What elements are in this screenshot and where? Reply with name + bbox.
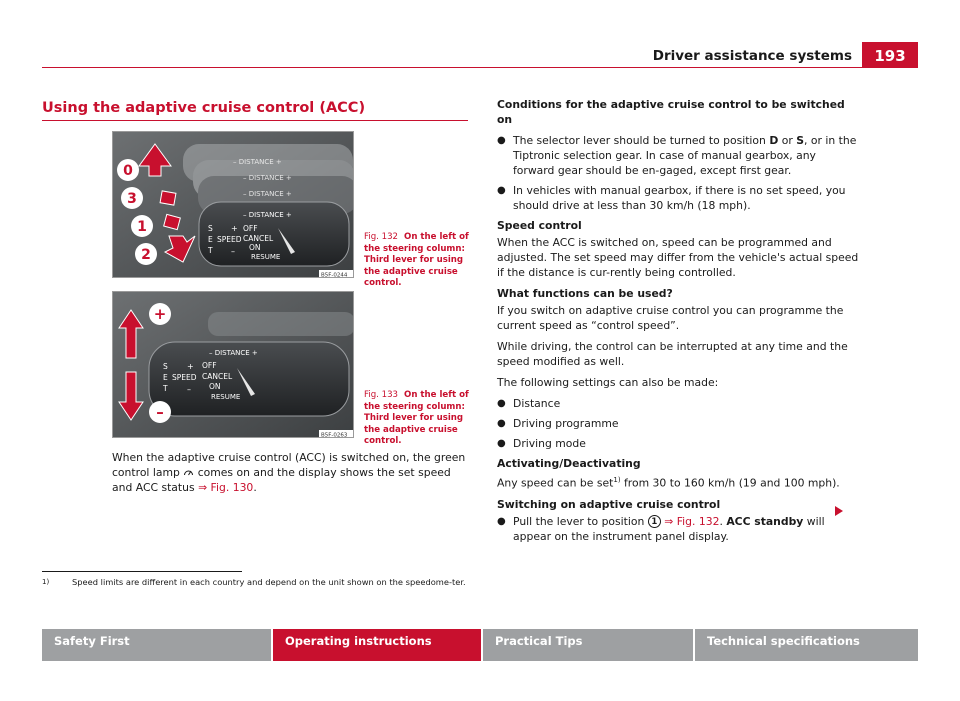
footnote-ref[interactable]: 1) <box>613 476 621 484</box>
figure-code: B5F-0244 <box>321 272 348 278</box>
caption-number: Fig. 132 <box>364 232 399 242</box>
conditions-heading: Conditions for the adaptive cruise control to be switched on <box>497 98 845 126</box>
acc-lever-illustration-133 <box>113 292 354 438</box>
lever-t-label: T <box>163 384 168 393</box>
switch-text-a: Pull the lever to position <box>513 514 645 528</box>
bullet-icon: ● <box>497 398 506 409</box>
cond1-or: or <box>781 134 793 147</box>
footer-nav <box>42 629 918 661</box>
page-number: 193 <box>862 42 918 68</box>
lever-plus-label: + <box>187 362 194 371</box>
activating-text-a: Any speed can be set <box>497 476 614 490</box>
tab-technical-specifications[interactable]: Technical specifications <box>695 629 918 661</box>
header-rule <box>42 67 918 68</box>
caption-number: Fig. 133 <box>364 390 399 400</box>
condition-2: In vehicles with manual gearbox, if there is no set speed, you should drive at less than 30 km/h (18 mph). <box>513 184 846 212</box>
lever-speed-label: SPEED <box>217 235 242 244</box>
lever-off-label: OFF <box>202 361 217 370</box>
acc-intro-paragraph <box>112 450 472 495</box>
continue-arrow-icon <box>835 506 843 516</box>
marker-2: 2 <box>141 247 151 263</box>
figure-133-caption <box>364 390 472 448</box>
footnote-mark: 1) <box>42 578 50 586</box>
figure-132 <box>112 131 354 278</box>
footnote-text: Speed limits are different in each country and depend on the unit shown on the speedome-ter. <box>72 577 466 587</box>
footnote-rule <box>42 571 242 572</box>
lever-e-label: E <box>163 373 168 382</box>
activating-heading: Activating/Deactivating <box>497 457 641 470</box>
settings-intro: The following settings can also be made: <box>497 376 719 389</box>
lever-t-label: T <box>208 246 213 255</box>
intro-text-2: comes on and the display shows the set speed and ACC status <box>112 466 451 494</box>
lever-s-label: S <box>208 224 213 233</box>
bullet-icon: ● <box>497 515 506 527</box>
list-item <box>497 396 859 411</box>
right-column <box>497 97 859 549</box>
lever-minus-label: – <box>187 385 191 394</box>
acc-lever-illustration-132 <box>113 132 354 278</box>
lever-on-label: ON <box>249 243 261 252</box>
switching-heading: Switching on adaptive cruise control <box>497 497 721 511</box>
figure-133 <box>112 291 354 438</box>
marker-1: 1 <box>137 219 147 235</box>
list-item <box>497 416 859 431</box>
lever-distance-label: – DISTANCE + <box>209 349 258 357</box>
caption-text: On the left of the steering column: Third lever for using the adaptive cruise control. <box>364 232 469 288</box>
caption-text: On the left of the steering column: Third lever for using the adaptive cruise control. <box>364 390 469 446</box>
figure-132-caption <box>364 232 472 290</box>
list-item <box>497 183 859 213</box>
tab-safety-first[interactable]: Safety First <box>42 629 271 661</box>
bullet-icon: ● <box>497 185 506 196</box>
gear-s: S <box>796 134 804 147</box>
figure-130-link[interactable]: ⇒ Fig. 130 <box>198 481 254 494</box>
ghost-distance-label-1: – DISTANCE + <box>233 158 282 166</box>
lever-cancel-label: CANCEL <box>202 372 233 381</box>
cond1-text-b: , or in the Tiptronic selection gear. In case of manual gearbox, any forward gear should be en-gaged, except first gear. <box>513 134 857 177</box>
lever-s-label: S <box>163 362 168 371</box>
bullet-icon: ● <box>497 438 506 449</box>
functions-text: If you switch on adaptive cruise control you can programme the current speed as “control speed”. <box>497 304 844 332</box>
lever-minus-label: – <box>231 247 235 256</box>
speed-control-text: When the ACC is switched on, speed can be programmed and adjusted. The set speed may differ from the vehicle's actual speed if the distance is cur-rently being controlled. <box>497 236 859 279</box>
speed-control-heading: Speed control <box>497 219 582 232</box>
list-item <box>497 514 859 544</box>
marker-3: 3 <box>127 191 137 207</box>
lever-resume-label: RESUME <box>211 393 241 401</box>
marker-0: 0 <box>123 163 133 179</box>
section-title: Using the adaptive cruise control (ACC) <box>42 100 366 116</box>
lever-plus-label: + <box>231 224 238 233</box>
lever-off-label: OFF <box>243 224 258 233</box>
lever-speed-label: SPEED <box>172 373 197 382</box>
setting-distance: Distance <box>513 397 561 410</box>
minus-marker: – <box>156 403 164 421</box>
cond1-text-a: The selector lever should be turned to position <box>513 134 766 147</box>
bullet-icon: ● <box>497 418 506 429</box>
bullet-icon: ● <box>497 135 506 146</box>
switch-text-b: will appear on the instrument panel display. <box>513 514 825 543</box>
lever-resume-label: RESUME <box>251 253 281 261</box>
gear-d: D <box>769 134 779 147</box>
functions-heading: What functions can be used? <box>497 287 673 300</box>
lever-cancel-label: CANCEL <box>243 234 274 243</box>
condition-1 <box>513 133 859 178</box>
tab-operating-instructions[interactable]: Operating instructions <box>273 629 481 661</box>
figure-code: B5F-0263 <box>321 432 348 438</box>
acc-lamp-icon <box>183 466 194 479</box>
activating-text-b: from 30 to 160 km/h (19 and 100 mph). <box>623 476 840 490</box>
position-1-badge: 1 <box>648 515 661 528</box>
activating-text <box>497 473 859 491</box>
interrupt-text: While driving, the control can be interrupted at any time and the speed modified as well. <box>497 340 848 368</box>
lever-distance-label: – DISTANCE + <box>243 211 292 219</box>
figure-132-link[interactable]: ⇒ Fig. 132 <box>664 514 720 528</box>
running-header-title: Driver assistance systems <box>652 48 852 64</box>
section-rule <box>42 120 468 121</box>
switch-period: . <box>719 514 723 528</box>
setting-driving-mode: Driving mode <box>513 437 586 450</box>
intro-period: . <box>253 481 257 494</box>
acc-standby-label: ACC standby <box>726 514 804 528</box>
plus-marker: + <box>153 305 167 323</box>
intro-text-1: When the adaptive cruise control (ACC) is switched on, the green control lamp <box>112 451 466 479</box>
lever-e-label: E <box>208 235 213 244</box>
list-item <box>497 133 859 178</box>
switch-instruction <box>513 514 859 544</box>
lever-on-label: ON <box>209 382 221 391</box>
ghost-distance-label-2: – DISTANCE + <box>243 174 292 182</box>
tab-practical-tips[interactable]: Practical Tips <box>483 629 693 661</box>
ghost-distance-label-3: – DISTANCE + <box>243 190 292 198</box>
setting-driving-programme: Driving programme <box>513 417 619 430</box>
footnote <box>42 577 472 588</box>
list-item <box>497 436 859 451</box>
